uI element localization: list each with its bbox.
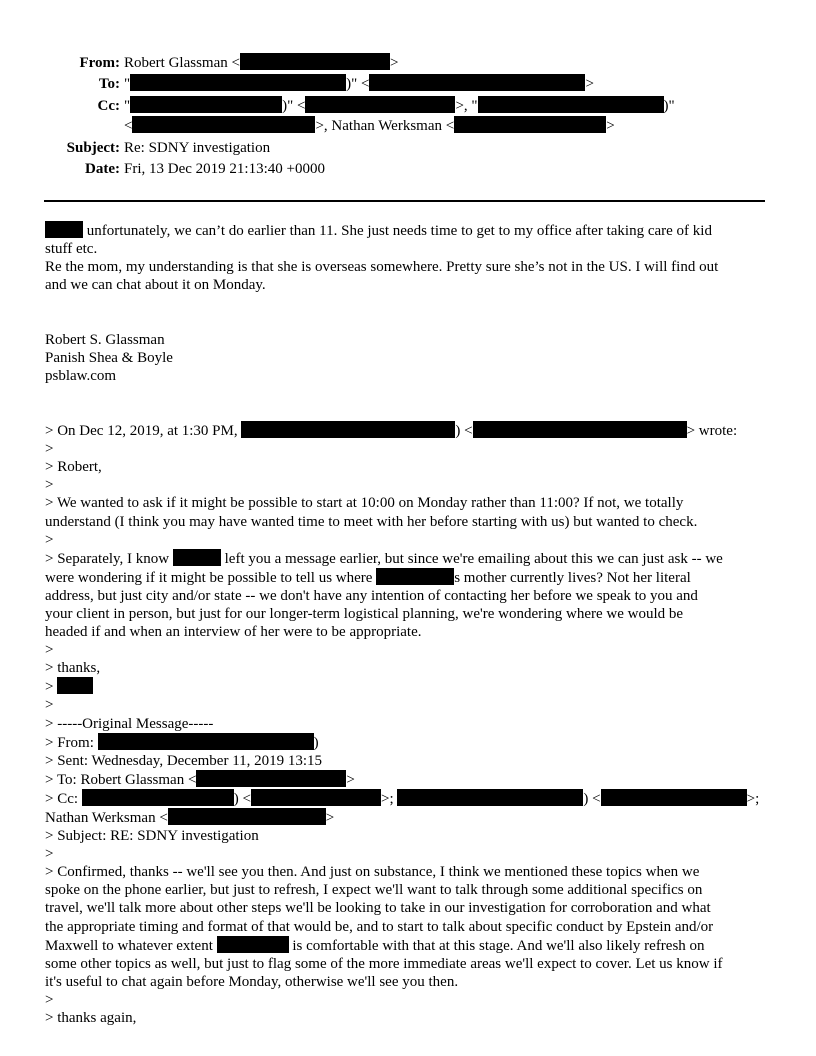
quoted-line: > To: Robert Glassman < > bbox=[45, 771, 355, 788]
cc-value: " )" < >, " )" bbox=[124, 98, 675, 114]
redaction-box bbox=[130, 96, 282, 113]
redaction-box bbox=[132, 116, 315, 133]
quoted-line: > Robert, bbox=[45, 459, 102, 476]
message-body bbox=[45, 221, 773, 1027]
quoted-line: > bbox=[45, 477, 54, 494]
quoted-line: > Cc: ) < >; ) < >; bbox=[45, 790, 760, 807]
quoted-line: > bbox=[45, 531, 54, 548]
quoted-line: Maxwell to whatever extent is comfortable with that at this stage. And we'll also likely refresh on bbox=[45, 937, 705, 954]
quoted-line: were wondering if it might be possible to tell us where s mother currently lives? Not her literal bbox=[45, 569, 691, 586]
date-value: Fri, 13 Dec 2019 21:13:40 +0000 bbox=[124, 161, 325, 177]
quoted-line: the appropriate timing and format of that would be, and to start to talk about specific conduct by Epstein and/or bbox=[45, 918, 714, 935]
redaction-box bbox=[173, 549, 221, 566]
from-value: Robert Glassman < > bbox=[124, 55, 399, 71]
quoted-line: > thanks again, bbox=[45, 1010, 137, 1027]
quoted-line: > On Dec 12, 2019, at 1:30 PM, ) < > wrote: bbox=[45, 423, 738, 440]
header-cc-row bbox=[0, 96, 816, 116]
quoted-line: > Confirmed, thanks -- we'll see you then. And just on substance, I think we mentioned these topics when we bbox=[45, 864, 700, 881]
redaction-box bbox=[196, 770, 346, 787]
signature-website: psblaw.com bbox=[45, 367, 117, 384]
quoted-line: understand (I think you may have wanted time to meet with her before starting with us) but wanted to check. bbox=[45, 513, 698, 530]
quoted-line: > bbox=[45, 846, 54, 863]
redaction-box bbox=[240, 53, 390, 70]
quoted-line: > bbox=[45, 697, 54, 714]
redaction-box bbox=[130, 74, 346, 91]
quoted-line: > Subject: RE: SDNY investigation bbox=[45, 828, 259, 845]
redaction-box bbox=[45, 221, 83, 238]
header-cc-continued-row bbox=[0, 116, 816, 136]
subject-value: Re: SDNY investigation bbox=[124, 140, 271, 156]
redaction-box bbox=[57, 677, 93, 694]
to-value: " )" < > bbox=[124, 76, 594, 92]
body-line: Re the mom, my understanding is that she is overseas somewhere. Pretty sure she’s not in the US. I will find out bbox=[45, 259, 719, 276]
quoted-line: > We wanted to ask if it might be possible to start at 10:00 on Monday rather than 11:00? If not, we totally bbox=[45, 495, 684, 512]
redaction-box bbox=[397, 789, 583, 806]
redaction-box bbox=[473, 421, 687, 438]
quoted-line: > Sent: Wednesday, December 11, 2019 13:15 bbox=[45, 752, 323, 769]
quoted-line: > thanks, bbox=[45, 660, 101, 677]
header-subject-row bbox=[0, 138, 816, 158]
redaction-box bbox=[241, 421, 455, 438]
body-line: and we can chat about it on Monday. bbox=[45, 277, 266, 294]
header-from-row bbox=[0, 53, 816, 73]
redaction-box bbox=[217, 936, 289, 953]
redaction-box bbox=[305, 96, 455, 113]
redaction-box bbox=[168, 808, 326, 825]
cc-label: Cc: bbox=[97, 98, 120, 114]
header-date-row bbox=[0, 159, 816, 179]
redaction-box bbox=[454, 116, 606, 133]
quoted-line: Nathan Werksman < > bbox=[45, 810, 335, 826]
subject-label: Subject: bbox=[66, 140, 120, 156]
redaction-box bbox=[98, 733, 314, 750]
quoted-line: address, but just city and/or state -- we don't have any intention of contacting her before we speak to you and bbox=[45, 587, 698, 604]
redaction-box bbox=[478, 96, 664, 113]
quoted-line: headed if and when an interview of her were to be appropriate. bbox=[45, 624, 422, 641]
quoted-line: spoke on the phone earlier, but just to refresh, I expect we'll want to talk through some additional specifics on bbox=[45, 882, 703, 899]
cc-continued-value: < >, Nathan Werksman < > bbox=[124, 118, 615, 134]
redaction-box bbox=[82, 789, 234, 806]
quoted-line: > -----Original Message----- bbox=[45, 715, 214, 732]
redaction-box bbox=[376, 568, 454, 585]
body-line: unfortunately, we can’t do earlier than 11. She just needs time to get to my office after taking care of kid bbox=[45, 221, 773, 240]
redaction-box bbox=[369, 74, 585, 91]
quoted-line: > bbox=[45, 441, 54, 458]
date-label: Date: bbox=[85, 161, 120, 177]
quoted-line: it's useful to chat again before Monday, otherwise we'll see you then. bbox=[45, 973, 459, 990]
redaction-box bbox=[251, 789, 381, 806]
from-label: From: bbox=[79, 55, 120, 71]
quoted-line: > bbox=[45, 677, 773, 696]
quoted-line: your client in person, but just for our longer-term logistical planning, we're wondering where we would be bbox=[45, 605, 684, 622]
quoted-line: > bbox=[45, 991, 54, 1008]
quoted-line: > Separately, I know left you a message earlier, but since we're emailing about this we can just ask -- we bbox=[45, 550, 723, 567]
body-line: stuff etc. bbox=[45, 241, 98, 258]
header-divider bbox=[44, 200, 765, 202]
quoted-line: travel, we'll talk more about other steps we'll be looking to take in our investigation for corroboration and what bbox=[45, 900, 711, 917]
quoted-line: > From: ) bbox=[45, 734, 319, 751]
redaction-box bbox=[601, 789, 747, 806]
header-to-row bbox=[0, 74, 816, 94]
quoted-line: some other topics as well, but just to flag some of the more immediate areas we'll expect to cover. Let us know if bbox=[45, 955, 723, 972]
quoted-line: > bbox=[45, 642, 54, 659]
signature-name: Robert S. Glassman bbox=[45, 331, 165, 348]
signature-firm: Panish Shea & Boyle bbox=[45, 349, 173, 366]
to-label: To: bbox=[98, 76, 120, 92]
